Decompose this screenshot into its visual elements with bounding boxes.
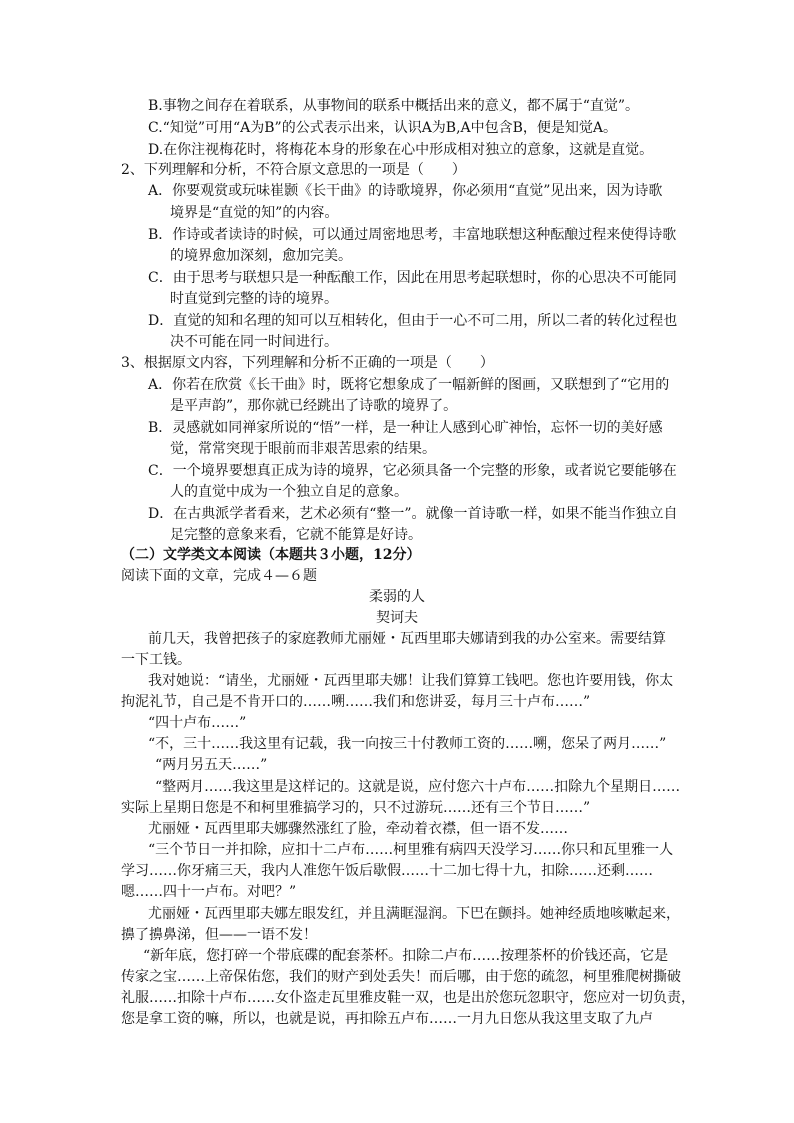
q2-option-b-line2: 的境界愈加深刻，愈加完美。 bbox=[170, 248, 352, 264]
q2-option-a-line1: A．你要观赏或玩味崔颢《长干曲》的诗歌境界，你必须用“直觉”见出来，因为诗歌 bbox=[148, 183, 663, 199]
story-line: “不，三十……我这里有记载，我一向按三十付教师工资的……嗍，您呆了两月……” bbox=[148, 736, 667, 752]
story-line: “整两月……我这里是这样记的。这就是说，应付您六十卢布……扣除九个星期日…… bbox=[155, 779, 681, 795]
q1-option-c: C.“知觉”可用“A为B”的公式表示出来，认识A为B,A中包含B，便是知觉A。 bbox=[148, 120, 618, 136]
story-author: 契诃夫 bbox=[376, 610, 418, 626]
story-line: “新年底，您打碎一个带底碟的配套茶杯。扣除二卢布……按理茶杯的价钱还高，它是 bbox=[143, 948, 669, 964]
q3-option-d-line1: D．在古典派学者看来，艺术必须有“整一”。就像一首诗歌一样，如果不能当作独立自 bbox=[148, 506, 678, 522]
q2-option-c-line2: 时直觉到完整的诗的境界。 bbox=[170, 291, 338, 307]
story-line: 擤了擤鼻涕，但——一语不发！ bbox=[121, 927, 317, 943]
q1-option-b: B.事物之间存在着联系，从事物间的联系中概括出来的意义，都不属于“直觉”。 bbox=[148, 98, 640, 114]
q3-option-a-line2: 是平声韵”，那你就已经跳出了诗歌的境界了。 bbox=[170, 398, 458, 414]
story-line: 一下工钱。 bbox=[121, 652, 191, 668]
q3-option-b-line1: B．灵感就如同禅家所说的“悟”一样，是一种让人感到心旷神怡，忘怀一切的美好感 bbox=[148, 420, 663, 436]
section-instruction: 阅读下面的文章，完成４—６题 bbox=[121, 568, 317, 584]
q1-option-d: D.在你注视梅花时，将梅花本身的形象在心中形成相对独立的意象，这就是直觉。 bbox=[148, 142, 654, 158]
story-line: 传家之宝……上帝保佑您，我们的财产到处丢失！而后哪，由于您的疏忽，柯里雅爬树撕破 bbox=[121, 969, 681, 985]
story-line: 您是拿工资的嘛，所以，也就是说，再扣除五卢布……一月九日您从我这里支取了九卢 bbox=[121, 1011, 653, 1027]
story-line: “三个节日一并扣除，应扣十二卢布……柯里雅有病四天没学习……你只和瓦里雅一人 bbox=[148, 842, 674, 858]
q3-option-c-line1: C．一个境界要想真正成为诗的境界，它必须具备一个完整的形象，或者说它要能够在 bbox=[148, 463, 677, 479]
story-line: 尤丽娅・瓦西里耶夫娜左眼发红，并且满眶湿润。下巴在颤抖。她神经质地咳嗽起来， bbox=[148, 906, 680, 922]
story-title: 柔弱的人 bbox=[369, 589, 425, 605]
q2-option-d-line2: 决不可能在同一时间进行。 bbox=[170, 334, 338, 350]
section-heading: （二）文学类文本阅读（本题共３小题，12分） bbox=[121, 547, 421, 563]
q3-stem: 3、根据原文内容，下列理解和分析不正确的一项是（ ） bbox=[121, 355, 494, 371]
q2-option-a-line2: 境界是“直觉的知”的内容。 bbox=[170, 205, 339, 221]
story-line: 我对她说：“请坐，尤丽娅・瓦西里耶夫娜！让我们算算工钱吧。您也许要用钱，你太 bbox=[148, 673, 674, 689]
story-line: “两月另五天……” bbox=[155, 757, 268, 773]
q3-option-d-line2: 足完整的意象来看，它就不能算是好诗。 bbox=[170, 527, 422, 543]
q2-option-d-line1: D．直觉的知和名理的知可以互相转化，但由于一心不可二用，所以二者的转化过程也 bbox=[148, 313, 678, 329]
q3-option-c-line2: 人的直觉中成为一个独立自足的意象。 bbox=[170, 484, 408, 500]
story-line: 学习……你牙痛三天，我内人准您午饭后歇假……十二加七得十九，扣除……还剩…… bbox=[121, 863, 653, 879]
story-line: 前几天，我曾把孩子的家庭教师尤丽娅・瓦西里耶夫娜请到我的办公室来。需要结算 bbox=[148, 631, 666, 647]
q2-option-c-line1: C．由于思考与联想只是一种酝酿工作，因此在用思考起联想时，你的心思决不可能同 bbox=[148, 270, 677, 286]
story-line: 礼服……扣除十卢布……女仆盗走瓦里雅皮鞋一双，也是出於您玩忽职守，您应对一切负责， bbox=[121, 990, 695, 1006]
story-line: “四十卢布……” bbox=[148, 715, 247, 731]
q2-stem: 2、下列理解和分析，不符合原文意思的一项是（ ） bbox=[121, 162, 466, 178]
story-line: 实际上星期日您是不和柯里雅搞学习的，只不过游玩……还有三个节日……” bbox=[121, 800, 591, 816]
story-line: 尤丽娅・瓦西里耶夫娜骤然涨红了脸，牵动着衣襟，但一语不发…… bbox=[148, 821, 568, 837]
q3-option-a-line1: A．你若在欣赏《长干曲》时，既将它想象成了一幅新鲜的图画，又联想到了“它用的 bbox=[148, 377, 670, 393]
story-line: 嗯……四十一卢布。对吧？” bbox=[121, 884, 297, 900]
story-line: 拘泥礼节，自己是不肯开口的……嗍……我们和您讲妥，每月三十卢布……” bbox=[121, 694, 591, 710]
q3-option-b-line2: 觉，常常突现于眼前而非艰苦思索的结果。 bbox=[170, 441, 436, 457]
q2-option-b-line1: B．作诗或者读诗的时候，可以通过周密地思考，丰富地联想这种酝酿过程来使得诗歌 bbox=[148, 227, 677, 243]
